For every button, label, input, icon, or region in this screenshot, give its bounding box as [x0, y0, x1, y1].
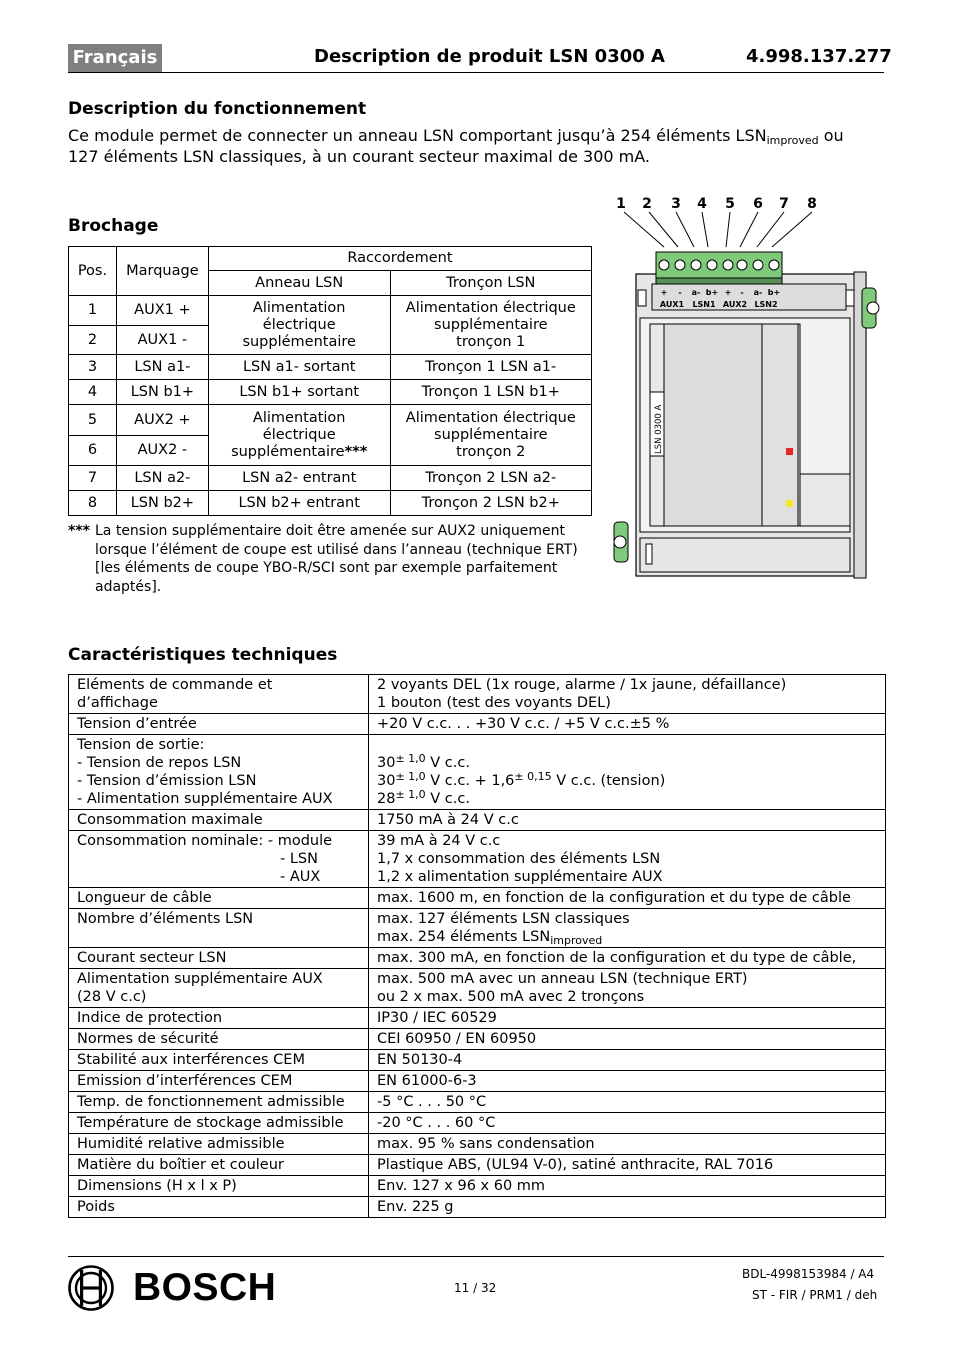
spec-value: -5 °C . . . 50 °C — [369, 1092, 886, 1113]
terminal-label: AUX1 — [659, 300, 685, 309]
pos-cell: 4 — [69, 380, 117, 405]
table-row — [69, 1155, 886, 1176]
pin-number: 7 — [779, 196, 789, 212]
polarity-label: b+ — [705, 288, 719, 297]
spec-value: 2 voyants DEL (1x rouge, alarme / 1x jaune, défaillance) 1 bouton (test des voyants DEL) — [369, 675, 886, 714]
spec-key: Temp. de fonctionnement admissible — [69, 1092, 369, 1113]
spec-value: IP30 / IEC 60529 — [369, 1008, 886, 1029]
spec-value: max. 300 mA, en fonction de la configuration et du type de câble, — [369, 948, 886, 969]
spec-key: Eléments de commande et d’affichage — [69, 675, 369, 714]
ring-line: supplémentaire — [242, 333, 356, 350]
spec-value: max. 127 éléments LSN classiques max. 254 éléments $LSN_{improved}$ — [369, 909, 886, 948]
terminal-block — [656, 252, 782, 284]
spec-key: Indice de protection — [69, 1008, 369, 1029]
spec-value: EN 50130-4 — [369, 1050, 886, 1071]
pos-cell: 1 — [69, 296, 117, 326]
pin-number: 1 — [616, 196, 626, 212]
mounting-screw-left — [614, 522, 628, 562]
table-row — [69, 909, 886, 948]
segment-cell: Tronçon 1 LSN b1+ — [390, 380, 591, 405]
spec-key: Humidité relative admissible — [69, 1134, 369, 1155]
clip-slot — [846, 290, 854, 306]
brand-wordmark: BOSCH — [133, 1266, 277, 1309]
function-paragraph — [68, 125, 898, 167]
pos-cell: 7 — [69, 466, 117, 491]
function-text-part1: Ce module permet de connecter un anneau LSN comportant jusqu’à 254 éléments LSN — [68, 126, 767, 145]
segment-cell: Tronçon 2 LSN b2+ — [390, 491, 591, 516]
table-row — [69, 1197, 886, 1218]
document-number: 4.998.137.277 — [746, 46, 892, 67]
spec-value: 39 mA à 24 V c.c 1,7 x consommation des éléments LSN 1,2 x alimentation supplémentaire AUX — [369, 831, 886, 888]
ring-header: Anneau LSN — [208, 271, 390, 296]
spec-key: Tension de sortie: - Tension de repos LSN - Tension d’émission LSN - Alimentation supplémentaire AUX — [69, 735, 369, 810]
ring-cell: LSN a1- sortant — [208, 355, 390, 380]
bottom-strip — [640, 538, 850, 572]
spec-value: Env. 127 x 96 x 60 mm — [369, 1176, 886, 1197]
table-row — [69, 380, 592, 405]
marking-cell: AUX2 - — [116, 436, 208, 466]
document-title: Description de produit LSN 0300 A — [314, 46, 665, 67]
ring-cell — [208, 405, 390, 466]
segment-line: tronçon 1 — [456, 333, 526, 350]
pos-cell: 8 — [69, 491, 117, 516]
footer-divider — [68, 1256, 884, 1257]
spec-key: Stabilité aux interférences CEM — [69, 1050, 369, 1071]
segment-line: supplémentaire — [434, 426, 548, 443]
table-row — [69, 1176, 886, 1197]
pos-cell: 3 — [69, 355, 117, 380]
pinout-table — [68, 246, 592, 516]
spec-value: max. 95 % sans condensation — [369, 1134, 886, 1155]
specs-heading: Caractéristiques techniques — [68, 645, 338, 665]
ring-line: Alimentation — [252, 299, 346, 316]
clip-slot — [646, 544, 652, 564]
spec-key: Alimentation supplémentaire AUX (28 V c.c) — [69, 969, 369, 1008]
ring-cell: LSN b1+ sortant — [208, 380, 390, 405]
pos-cell: 5 — [69, 405, 117, 436]
spec-value: max. 1600 m, en fonction de la configuration et du type de câble — [369, 888, 886, 909]
spec-value: Plastique ABS, (UL94 V-0), satiné anthracite, RAL 7016 — [369, 1155, 886, 1176]
pin-number: 6 — [753, 196, 763, 212]
terminal-block-base — [656, 278, 782, 284]
marking-cell: LSN a1- — [116, 355, 208, 380]
table-row — [69, 735, 886, 810]
function-text-line2: 127 éléments LSN classiques, à un courant secteur maximal de 300 mA. — [68, 147, 650, 166]
function-text-part2: ou — [818, 126, 844, 145]
language-badge: Français — [68, 44, 162, 72]
table-row — [69, 714, 886, 735]
marking-cell: AUX1 + — [116, 296, 208, 326]
connection-header: Raccordement — [208, 247, 591, 271]
footnote-mark: *** — [68, 523, 90, 539]
segment-header: Tronçon LSN — [390, 271, 591, 296]
mounting-screw-right — [862, 288, 879, 328]
led-housing — [800, 474, 850, 526]
ring-line-text: supplémentaire — [231, 443, 345, 460]
table-row — [69, 1050, 886, 1071]
marking-cell: AUX1 - — [116, 326, 208, 355]
ring-line: Alimentation — [252, 409, 346, 426]
page-number: 11 / 32 — [454, 1281, 497, 1295]
spec-value: $30^{\pm 1,0}$ V c.c. $30^{\pm 1,0}$ V c.c. + $1,6^{\pm 0,15}$ V c.c. (tension) $28^{\pm 1,0}$ V c.c. — [369, 735, 886, 810]
marking-cell: LSN a2- — [116, 466, 208, 491]
footnote-line: lorsque l’élément de coupe est utilisé dans l’anneau (technique ERT) — [95, 541, 578, 558]
table-row — [69, 1008, 886, 1029]
polarity-label: + — [724, 288, 732, 297]
pos-header: Pos. — [69, 247, 117, 296]
marking-header: Marquage — [116, 247, 208, 296]
spec-key: Courant secteur LSN — [69, 948, 369, 969]
pos-cell: 2 — [69, 326, 117, 355]
table-row — [69, 466, 592, 491]
marking-cell: AUX2 + — [116, 405, 208, 436]
spec-key: Nombre d’éléments LSN — [69, 909, 369, 948]
spec-value: +20 V c.c. . . +30 V c.c. / +5 V c.c.±5 % — [369, 714, 886, 735]
ring-cell: LSN a2- entrant — [208, 466, 390, 491]
pcb-cover — [762, 324, 798, 526]
segment-line: Alimentation électrique — [405, 299, 576, 316]
pin-number: 4 — [697, 196, 707, 212]
table-row — [69, 969, 886, 1008]
table-row — [69, 1113, 886, 1134]
spec-key: Consommation nominale: - module - LSN - AUX — [69, 831, 369, 888]
polarity-label: - — [740, 288, 744, 297]
ring-line — [213, 444, 386, 461]
segment-line: Alimentation électrique — [405, 409, 576, 426]
table-row — [69, 831, 886, 888]
polarity-label: a- — [691, 288, 701, 297]
polarity-label: a- — [753, 288, 763, 297]
pinout-footnote — [68, 522, 592, 596]
footnote-line: La tension supplémentaire doit être amenée sur AUX2 uniquement — [95, 523, 565, 539]
specs-table — [68, 674, 886, 1218]
segment-line: tronçon 2 — [456, 443, 526, 460]
spec-value: max. 500 mA avec un anneau LSN (technique ERT) ou 2 x max. 500 mA avec 2 tronçons — [369, 969, 886, 1008]
spec-value: CEI 60950 / EN 60950 — [369, 1029, 886, 1050]
spec-key: Normes de sécurité — [69, 1029, 369, 1050]
spec-key: Poids — [69, 1197, 369, 1218]
function-heading: Description du fonctionnement — [68, 99, 367, 119]
ring-line: électrique — [262, 316, 336, 333]
ring-cell: LSN b2+ entrant — [208, 491, 390, 516]
document-reference: BDL-4998153984 / A4 — [742, 1267, 875, 1281]
footnote-line: adaptés]. — [95, 578, 162, 595]
table-row — [69, 405, 592, 436]
pinout-header-row — [69, 247, 592, 271]
table-row — [69, 948, 886, 969]
spec-value: Env. 225 g — [369, 1197, 886, 1218]
department-reference: ST - FIR / PRM1 / deh — [752, 1288, 878, 1302]
module-label: LSN 0300 A — [654, 404, 664, 454]
spec-value: 1750 mA à 24 V c.c — [369, 810, 886, 831]
polarity-label: b+ — [767, 288, 781, 297]
polarity-label: + — [660, 288, 668, 297]
segment-cell: Tronçon 2 LSN a2- — [390, 466, 591, 491]
terminal-label: LSN1 — [692, 300, 716, 309]
yellow-led — [786, 500, 793, 507]
footnote-marker: *** — [344, 443, 368, 460]
marking-cell: LSN b1+ — [116, 380, 208, 405]
segment-cell — [390, 405, 591, 466]
table-row — [69, 1029, 886, 1050]
spec-key: Tension d’entrée — [69, 714, 369, 735]
footnote-line: [les éléments de coupe YBO-R/SCI sont par exemple parfaitement — [95, 560, 558, 576]
pos-cell: 6 — [69, 436, 117, 466]
table-row — [69, 296, 592, 326]
spec-key: Matière du boîtier et couleur — [69, 1155, 369, 1176]
bosch-logo-icon — [67, 1264, 115, 1312]
pin-number: 2 — [642, 196, 652, 212]
ring-line: électrique — [262, 426, 336, 443]
pin-number: 3 — [671, 196, 681, 212]
table-row — [69, 491, 592, 516]
spec-key: Longueur de câble — [69, 888, 369, 909]
pin-number: 8 — [807, 196, 817, 212]
pin-leader-lines — [624, 212, 812, 247]
ring-cell — [208, 296, 390, 355]
segment-line: supplémentaire — [434, 316, 548, 333]
red-led — [786, 448, 793, 455]
segment-cell — [390, 296, 591, 355]
table-row — [69, 810, 886, 831]
marking-cell: LSN b2+ — [116, 491, 208, 516]
spec-key: Dimensions (H x l x P) — [69, 1176, 369, 1197]
spec-key: Consommation maximale — [69, 810, 369, 831]
pin-number: 5 — [725, 196, 735, 212]
terminal-label: LSN2 — [754, 300, 778, 309]
segment-cell: Tronçon 1 LSN a1- — [390, 355, 591, 380]
table-row — [69, 888, 886, 909]
clip-slot — [638, 290, 646, 306]
spec-key: Température de stockage admissible — [69, 1113, 369, 1134]
polarity-label: - — [678, 288, 682, 297]
table-row — [69, 1071, 886, 1092]
table-row — [69, 675, 886, 714]
spec-value: -20 °C . . . 60 °C — [369, 1113, 886, 1134]
table-row — [69, 355, 592, 380]
pinout-heading: Brochage — [68, 216, 159, 236]
function-text-sub: improved — [766, 134, 819, 147]
spec-key: Emission d’interférences CEM — [69, 1071, 369, 1092]
terminal-label: AUX2 — [722, 300, 748, 309]
table-row — [69, 1134, 886, 1155]
spec-value: EN 61000-6-3 — [369, 1071, 886, 1092]
table-row — [69, 1092, 886, 1113]
module-diagram — [612, 192, 892, 592]
header-divider — [68, 72, 884, 73]
